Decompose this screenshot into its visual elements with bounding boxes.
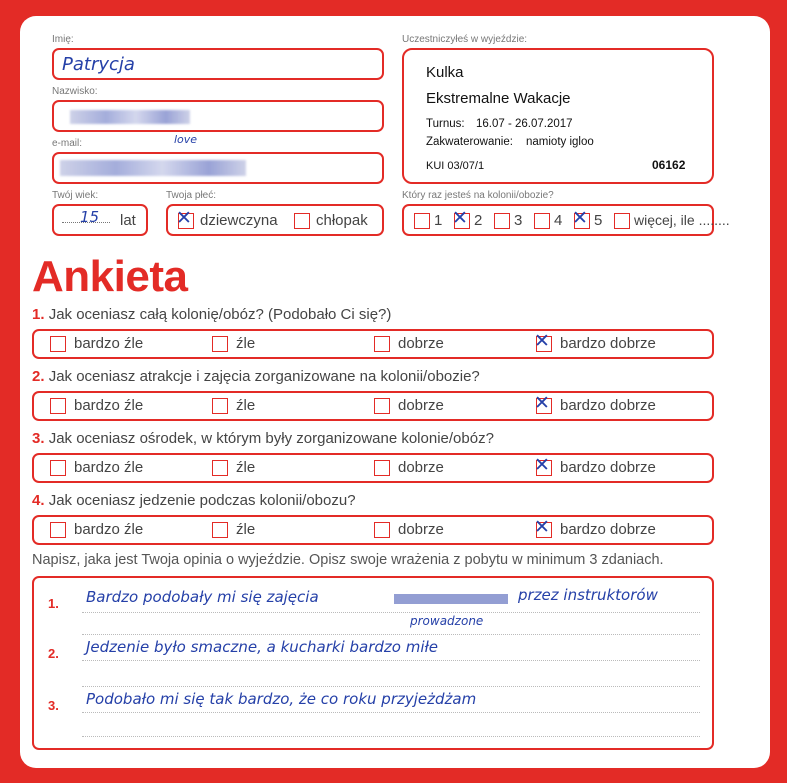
rating-row-3 <box>32 453 714 483</box>
rating-option-label: bardzo źle <box>74 459 144 476</box>
survey-title: Ankieta <box>32 252 188 301</box>
turnus-value: 16.07 - 26.07.2017 <box>476 118 573 130</box>
times-option-1: 1 <box>434 212 443 229</box>
question-1 <box>32 306 391 323</box>
rating-option-label: bardzo dobrze <box>560 397 656 414</box>
times-option-5: 5 <box>594 212 603 229</box>
question-number: 1. <box>32 306 45 323</box>
opinion-line-3 <box>82 712 700 713</box>
rating-option-label: bardzo źle <box>74 397 144 414</box>
turnus-label: Turnus: <box>426 118 465 130</box>
question-2 <box>32 368 480 385</box>
name-value: Patrycja <box>62 54 135 75</box>
gender-checkbox-boy[interactable] <box>294 213 310 229</box>
rating-checkbox[interactable] <box>374 460 390 476</box>
trip-name: Ekstremalne Wakacje <box>426 90 571 107</box>
rating-checkbox[interactable] <box>212 522 228 538</box>
email-field[interactable] <box>52 152 384 184</box>
opinion-line-2b <box>82 686 700 687</box>
gender-checkbox-girl[interactable] <box>176 207 194 229</box>
rating-checkbox[interactable] <box>374 522 390 538</box>
check-mark-icon: ✕ <box>534 454 550 476</box>
scribbled-out-word <box>394 594 508 604</box>
rating-checkbox[interactable] <box>534 392 552 414</box>
times-checkbox-5[interactable] <box>572 207 590 229</box>
rating-checkbox[interactable] <box>50 336 66 352</box>
times-option-more: więcej, ile ........ <box>634 212 730 228</box>
age-field[interactable] <box>52 204 148 236</box>
opinion-text-1-after: przez instruktorów <box>518 586 658 604</box>
rating-checkbox[interactable] <box>212 460 228 476</box>
check-mark-icon: ✕ <box>452 207 468 229</box>
trip-card <box>402 48 714 184</box>
times-checkbox-3[interactable] <box>494 213 510 229</box>
gender-option-boy: chłopak <box>316 212 368 229</box>
times-option-4: 4 <box>554 212 563 229</box>
rating-option-label: źle <box>236 397 256 414</box>
rating-option-label: bardzo dobrze <box>560 459 656 476</box>
participant-label: Uczestniczyłeś w wyjeździe: <box>402 34 528 45</box>
rating-option-label: bardzo dobrze <box>560 335 656 352</box>
accommodation-value: namioty igloo <box>526 136 594 148</box>
rating-checkbox[interactable] <box>212 398 228 414</box>
age-value: 15 <box>80 208 100 226</box>
times-option-2: 2 <box>474 212 483 229</box>
rating-checkbox[interactable] <box>374 398 390 414</box>
times-checkbox-2[interactable] <box>452 207 470 229</box>
opinion-line-1b <box>82 634 700 635</box>
rating-checkbox[interactable] <box>534 454 552 476</box>
accommodation-label: Zakwaterowanie: <box>426 136 513 148</box>
rating-row-2 <box>32 391 714 421</box>
opinion-text-2: Jedzenie było smaczne, a kucharki bardzo miłe <box>86 638 439 656</box>
name-label: Imię: <box>52 34 74 45</box>
name-field[interactable] <box>52 48 384 80</box>
opinion-line-2 <box>82 660 700 661</box>
rating-checkbox[interactable] <box>534 330 552 352</box>
trip-code: KUI 03/07/1 <box>426 160 485 172</box>
rating-option-label: dobrze <box>398 335 444 352</box>
rating-option-label: dobrze <box>398 459 444 476</box>
check-mark-icon: ✕ <box>572 207 588 229</box>
email-label: e-mail: <box>52 138 83 149</box>
rating-checkbox[interactable] <box>534 516 552 538</box>
opinion-line-1 <box>82 612 700 613</box>
opinion-box[interactable] <box>32 576 714 750</box>
rating-option-label: dobrze <box>398 397 444 414</box>
age-label: Twój wiek: <box>52 190 99 201</box>
rating-option-label: bardzo źle <box>74 521 144 538</box>
rating-checkbox[interactable] <box>50 460 66 476</box>
email-note: love <box>174 133 198 146</box>
question-4 <box>32 492 356 509</box>
rating-checkbox[interactable] <box>50 522 66 538</box>
opinion-insert: prowadzone <box>410 614 484 628</box>
surname-field[interactable] <box>52 100 384 132</box>
rating-checkbox[interactable] <box>50 398 66 414</box>
trip-number: 06162 <box>652 158 686 172</box>
opinion-text-1: Bardzo podobały mi się zajęcia <box>86 588 319 606</box>
gender-field <box>166 204 384 236</box>
question-3 <box>32 430 494 447</box>
rating-option-label: źle <box>236 521 256 538</box>
times-label: Który raz jesteś na kolonii/obozie? <box>402 190 554 201</box>
check-mark-icon: ✕ <box>176 207 192 229</box>
gender-option-girl: dziewczyna <box>200 212 278 229</box>
rating-option-label: dobrze <box>398 521 444 538</box>
rating-option-label: źle <box>236 335 256 352</box>
times-option-3: 3 <box>514 212 523 229</box>
question-number: 2. <box>32 368 45 385</box>
opinion-num-2: 2. <box>48 646 59 661</box>
opinion-num-1: 1. <box>48 596 59 611</box>
opinion-num-3: 3. <box>48 698 59 713</box>
check-mark-icon: ✕ <box>534 330 550 352</box>
redacted-email <box>60 160 246 176</box>
times-checkbox-1[interactable] <box>414 213 430 229</box>
times-checkbox-4[interactable] <box>534 213 550 229</box>
rating-row-1 <box>32 329 714 359</box>
check-mark-icon: ✕ <box>534 516 550 538</box>
redacted-surname <box>70 110 190 124</box>
times-field <box>402 204 730 236</box>
rating-row-4 <box>32 515 714 545</box>
surname-label: Nazwisko: <box>52 86 98 97</box>
times-checkbox-more[interactable] <box>614 213 630 229</box>
rating-option-label: źle <box>236 459 256 476</box>
rating-checkbox[interactable] <box>212 336 228 352</box>
opinion-text-3: Podobało mi się tak bardzo, że co roku przyjeżdżam <box>86 690 477 708</box>
question-number: 4. <box>32 492 45 509</box>
opinion-line-3b <box>82 736 700 737</box>
age-unit: lat <box>120 212 136 229</box>
rating-option-label: bardzo dobrze <box>560 521 656 538</box>
rating-checkbox[interactable] <box>374 336 390 352</box>
question-text: Jak oceniasz jedzenie podczas kolonii/obozu? <box>48 492 356 509</box>
trip-organizer: Kulka <box>426 64 464 81</box>
question-text: Jak oceniasz atrakcje i zajęcia zorganizowane na kolonii/obozie? <box>48 368 480 385</box>
question-text: Jak oceniasz ośrodek, w którym były zorganizowane kolonie/obóz? <box>48 430 494 447</box>
question-text: Jak oceniasz całą kolonię/obóz? (Podobało Ci się?) <box>48 306 392 323</box>
rating-option-label: bardzo źle <box>74 335 144 352</box>
opinion-prompt: Napisz, jaka jest Twoja opinia o wyjeździe. Opisz swoje wrażenia z pobytu w minimum 3 zdaniach. <box>32 552 664 568</box>
check-mark-icon: ✕ <box>534 392 550 414</box>
gender-label: Twoja płeć: <box>166 190 217 201</box>
question-number: 3. <box>32 430 45 447</box>
